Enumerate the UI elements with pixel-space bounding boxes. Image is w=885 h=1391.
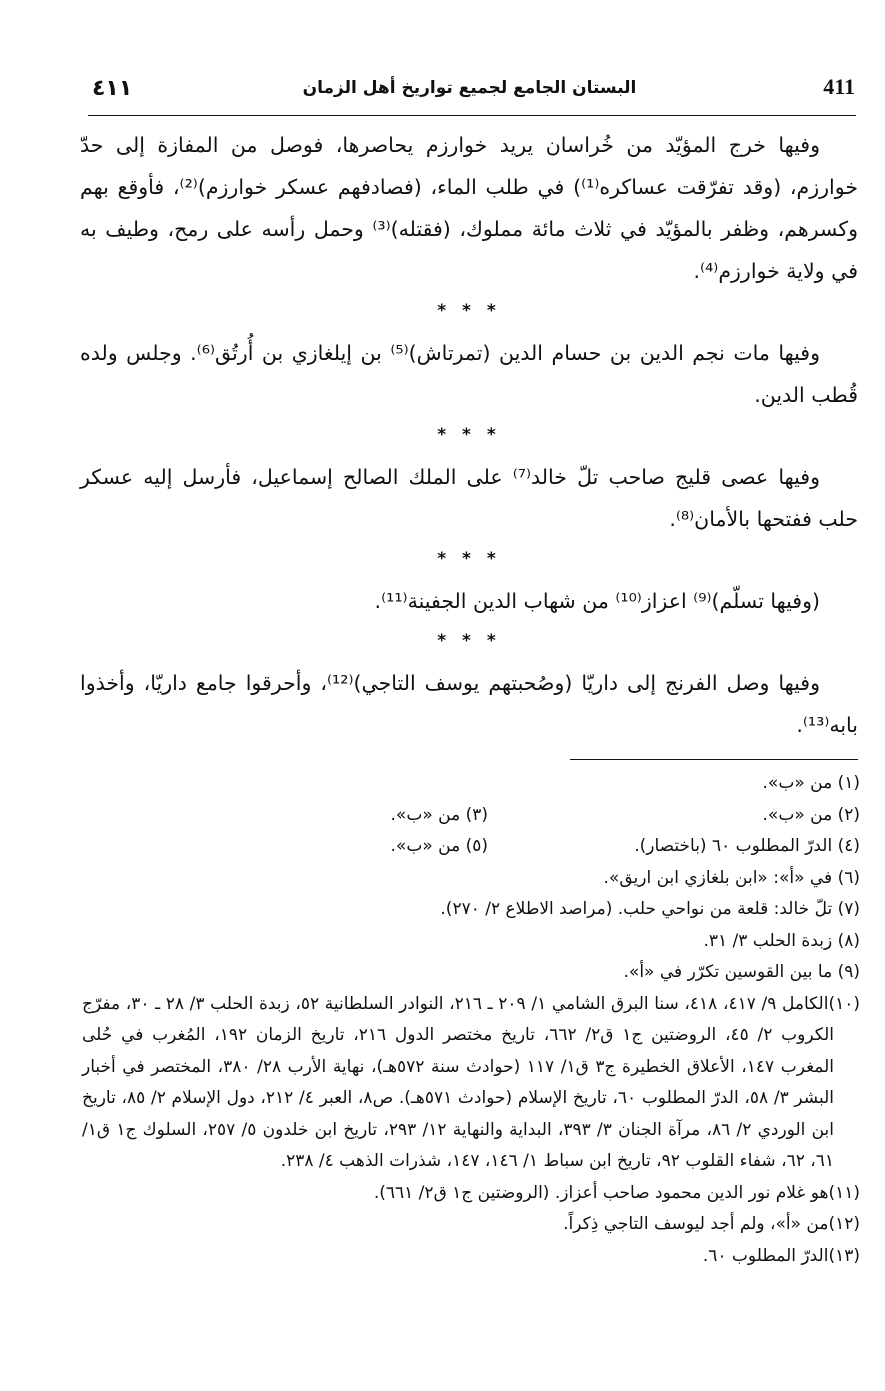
section-divider: * * * — [437, 425, 501, 445]
footnote-2: (٢) من «ب». — [762, 804, 860, 825]
footnote-row-2-3 — [82, 800, 860, 832]
header-rule — [88, 115, 856, 116]
page-header — [82, 70, 857, 106]
footnote-1: (١) من «ب». — [762, 773, 860, 793]
footnote-9: (٩) ما بين القوسين تكرّر في «أ». — [623, 962, 860, 982]
paragraph-azaz: (وفيها تسلّم)⁽⁹⁾ اعزاز⁽¹⁰⁾ من شهاب الدين الجفينة⁽¹¹⁾. — [374, 589, 820, 613]
footnote-6: (٦) في «أ»: «ابن بلغازي ابن اريق». — [603, 867, 860, 888]
paragraph-muayyad: وفيها خرج المؤيّد من خُراسان يريد خوارزم يحاصرها، فوصل من المفازة إلى حدّ خوارزم، (وقد تفرّقت عساكره⁽¹⁾) في طلب الماء، (فصادفهم عسكر خوارزم)⁽²⁾، فأوقع بهم وكسرهم، وظفر بالمؤيّد في ثلاث مائة مملوك، (فقتله)⁽³⁾ وحمل رأسه على رمح، وطيف به في ولاية خوارزم⁽⁴⁾. — [80, 133, 858, 283]
section-divider: * * * — [437, 631, 501, 651]
footnotes — [82, 768, 860, 1272]
section-divider: * * * — [437, 549, 501, 569]
page-number-latin: 411 — [823, 74, 855, 99]
footnote-5: (٥) من «ب». — [390, 836, 488, 856]
paragraph-qilij: وفيها عصى قليج صاحب تلّ خالد⁽⁷⁾ على الملك الصالح إسماعيل، فأرسل إليه عسكر حلب ففتحها بالأمان⁽⁸⁾. — [80, 465, 858, 531]
footnote-rule — [570, 759, 858, 760]
page-number-arabic: ٤١١ — [92, 76, 133, 101]
footnote-12: (١٢)من «أ»، ولم أجد ليوسف التاجي ذِكراً. — [563, 1214, 860, 1234]
footnote-4: (٤) الدرّ المطلوب ٦٠ (باختصار). — [634, 836, 860, 856]
paragraph-najm-al-din: وفيها مات نجم الدين بن حسام الدين (تمرتاش)⁽⁵⁾ بن إيلغازي بن أُرتُق⁽⁶⁾. وجلس ولده قُطب الدين. — [80, 341, 858, 407]
main-text — [80, 124, 858, 746]
paragraph-franks-daraya: وفيها وصل الفرنج إلى داريّا (وصُحبتهم يوسف التاجي)⁽¹²⁾، وأحرقوا جامع داريّا، وأخذوا بابه⁽¹³⁾. — [80, 671, 858, 737]
footnote-11: (١١)هو غلام نور الدين محمود صاحب أعزاز. (الروضتين ج١ ق٢/ ٦٦١). — [373, 1182, 860, 1203]
footnote-10: (١٠)الكامل ٩/ ٤١٧، ٤١٨، سنا البرق الشامي ١/ ٢٠٩ ـ ٢١٦، النوادر السلطانية ٥٢، زبدة الحلب ٣/ ٢٨ ـ ٣٠، مفرّج الكروب ٢/ ٤٥، الروضتين ج١ ق٢/ ٦٦٢، تاريخ مختصر الدول ٢١٦، تاريخ الزمان ١٩٢، المُغرب في حُلى المغرب ١٤٧، الأعلاق الخطيرة ج٣ ق١/ ١١٧ (حوادث سنة ٥٧٢هـ)، نهاية الأرب ٢٨/ ٣٨٠، المختصر في أخبار البشر ٣/ ٥٨، الدرّ المطلوب ٦٠، تاريخ الإسلام (حوادث ٥٧١هـ). ص٨، العبر ٤/ ٢١٢، دول الإسلام ٢/ ٨٥، تاريخ ابن الوردي ٢/ ٨٦، مرآة الجنان ٣/ ٣٩٣، البداية والنهاية ١٢/ ٢٩٣، تاريخ ابن خلدون ٥/ ٢٥٧، السلوك ج١ ق١/ ٦١، ٦٢، شفاء القلوب ٩٢، تاريخ ابن سباط ١/ ١٤٦، ١٤٧، شذرات الذهب ٤/ ٢٣٨. — [82, 993, 860, 1171]
footnote-7: (٧) تلّ خالد: قلعة من نواحي حلب. (مراصد الاطلاع ٢/ ٢٧٠). — [440, 899, 860, 919]
running-title: البستان الجامع لجميع تواريخ أهل الزمان — [302, 78, 637, 98]
section-divider: * * * — [437, 301, 501, 321]
footnote-8: (٨) زبدة الحلب ٣/ ٣١. — [703, 930, 860, 951]
footnote-3: (٣) من «ب». — [390, 804, 488, 825]
footnote-row-4-5 — [82, 831, 860, 863]
footnote-13: (١٣)الدرّ المطلوب ٦٠. — [702, 1245, 860, 1266]
